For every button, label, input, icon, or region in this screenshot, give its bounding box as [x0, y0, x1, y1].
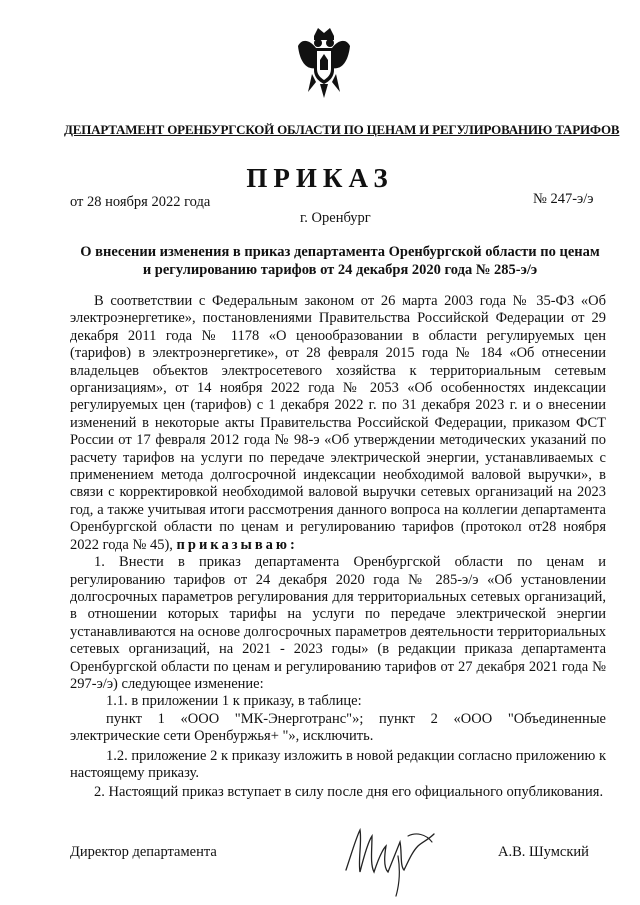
order-city: г. Оренбург: [300, 210, 371, 226]
order-date: от 28 ноября 2022 года: [70, 194, 211, 210]
subject-line-1: О внесении изменения в приказ департамента Оренбургской области по ценам: [80, 244, 600, 260]
item-1-1-text: пункт 1 «ООО "МК-Энерготранс"»; пункт 2 «ООО "Объединенные электрические сети Оренбуржья+ "», исключить.: [70, 710, 606, 745]
signer-position: Директор департамента: [70, 844, 217, 860]
handwritten-signature-icon: [338, 812, 448, 898]
department-name: ДЕПАРТАМЕНТ ОРЕНБУРГСКОЙ ОБЛАСТИ ПО ЦЕНАМ И РЕГУЛИРОВАНИЮ ТАРИФОВ: [64, 122, 620, 137]
order-subject: [60, 243, 620, 279]
item-1-2: 1.2. приложение 2 к приказу изложить в новой редакции согласно приложению к настоящему приказу.: [70, 747, 606, 781]
preamble-paragraph: [70, 293, 606, 554]
signer-name: А.В. Шумский: [498, 844, 589, 860]
preamble-text: В соответствии с Федеральным законом от 26 марта 2003 года № 35-ФЗ «Об электроэнергетике», постановлениями Правительства Российской Федерации от 29 декабря 2011 года № 1178 «О ценообразовании в области регулируемых цен (тарифов) в электроэнергетике», от 28 февраля 2015 года № 184 «Об отнесении владельцев объектов электросетевого хозяйства к территориальным сетевым организациям», от 14 ноября 2022 года № 2053 «Об особенностях индексации регулируемых цен (тарифов) с 1 декабря 2022 г. по 31 декабря 2023 г. и о внесении изменений в некоторые акты Правительства Российской Федерации, приказом ФСТ России от 17 февраля 2012 года № 98-э «Об утверждении методических указаний по расчету тарифов на услуги по передаче электрической энергии, устанавливаемых с применением метода долгосрочной индексации необходимой валовой выручки», в связи с корректировкой необходимой валовой выручки сетевых организаций на 2023 год, а также учитывая итоги рассмотрения данного вопроса на коллегии департамента Оренбургской области по ценам и регулированию тарифов (протокол от28 ноября 2022 года № 45),: [70, 293, 606, 553]
item-1: 1. Внести в приказ департамента Оренбургской области по ценам и регулированию тарифов от 24 декабря 2020 года № 285-э/э «Об установлении долгосрочных параметров регулирования для территориальных сетевых организаций, в отношении которых тарифы на услуги по передаче электрической энергии устанавливаются на основе долгосрочных параметров деятельности территориальных сетевых организаций, на 2021 - 2023 годы» (в редакции приказа департамента Оренбургской области по ценам и регулированию тарифов от 27 декабря 2021 года № 297-э/э) следующее изменение:: [70, 554, 606, 692]
order-word: приказываю:: [176, 536, 298, 553]
subject-line-2: и регулированию тарифов от 24 декабря 2020 года № 285-э/э: [142, 262, 538, 278]
document-title: ПРИКАЗ: [246, 163, 394, 193]
coat-of-arms-icon: [294, 24, 354, 104]
item-1-1: 1.1. в приложении 1 к приказу, в таблице:: [106, 693, 362, 710]
order-body: [70, 293, 606, 802]
order-number: № 247-э/э: [533, 191, 594, 207]
item-2: 2. Настоящий приказ вступает в силу после дня его официального опубликования.: [94, 784, 604, 801]
